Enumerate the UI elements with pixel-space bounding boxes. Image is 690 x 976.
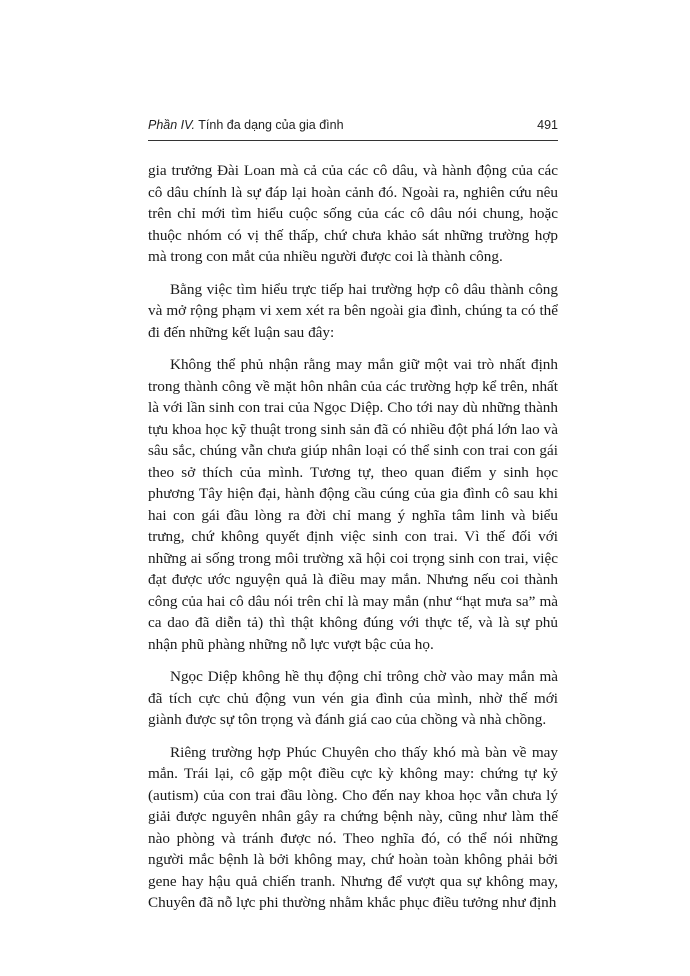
- paragraph: Riêng trường hợp Phúc Chuyên cho thấy khó mà bàn về may mắn. Trái lại, cô gặp một điều cực kỳ không may: chứng tự kỷ (autism) của con trai đầu lòng. Cho đến nay khoa học vẫn chưa lý giải được nguyên nhân gây ra chứng bệnh này, cũng như làm thế nào phòng và tránh được nó. Theo nghĩa đó, có thể nói những người mắc bệnh là bởi không may, chứ hoàn toàn không phải bởi gene hay hậu quả chiến tranh. Nhưng để vượt qua sự không may, Chuyên đã nỗ lực phi thường nhằm khắc phục điều tưởng như định: [148, 743, 558, 911]
- running-header: [148, 118, 558, 138]
- page-number: 491: [537, 118, 558, 132]
- paragraph: gia trưởng Đài Loan mà cả của các cô dâu, và hành động của các cô dâu chính là sự đáp lại hoàn cảnh đó. Ngoài ra, nghiên cứu nêu trên chỉ mới tìm hiểu cuộc sống của các cô dâu nói chung, hoặc thuộc nhóm có vị thế thấp, chứ chưa khảo sát những trường hợp mà trong con mắt của nhiều người được coi là thành công.: [148, 162, 558, 265]
- section-part: Phần IV.: [148, 118, 196, 132]
- paragraph: Không thể phủ nhận rằng may mắn giữ một vai trò nhất định trong thành công về mặt hôn nhân của các trường hợp kể trên, nhất là với lần sinh con trai của Ngọc Diệp. Cho tới nay dù những thành tựu khoa học kỹ thuật trong sinh sản đã có nhiều đột phá lớn lao và sâu sắc, chúng vẫn chưa giúp nhân loại có thể sinh con trai con gái theo sở thích của mình. Tương tự, theo quan điểm y sinh học phương Tây hiện đại, hành động cầu cúng của gia đình cô sau khi hai con gái đầu lòng ra đời chỉ mang ý nghĩa tâm linh và biểu trưng, chứ không quyết định việc sinh con trai. Vì thế đối với những ai sống trong môi trường xã hội coi trọng sinh con trai, việc đạt được ước nguyện quả là điều may mắn. Nhưng nếu coi thành công của hai cô dâu nói trên chỉ là may mắn (như “hạt mưa sa” mà ca dao đã diễn tả) thì thật không đúng với thực tế, và là sự phủ nhận phũ phàng những nỗ lực vượt bậc của họ.: [148, 356, 558, 653]
- body-text: [148, 160, 558, 925]
- paragraph: Ngọc Diệp không hề thụ động chỉ trông chờ vào may mắn mà đã tích cực chủ động vun vén gia đình của mình, nhờ thế mới giành được sự tôn trọng và đánh giá cao của chồng và nhà chồng.: [148, 668, 558, 728]
- section-title: [148, 118, 344, 132]
- header-rule: [148, 140, 558, 141]
- section-title-text: Tính đa dạng của gia đình: [195, 118, 344, 132]
- paragraph: Bằng việc tìm hiểu trực tiếp hai trường hợp cô dâu thành công và mở rộng phạm vi xem xét ra bên ngoài gia đình, chúng ta có thể đi đến những kết luận sau đây:: [148, 280, 558, 341]
